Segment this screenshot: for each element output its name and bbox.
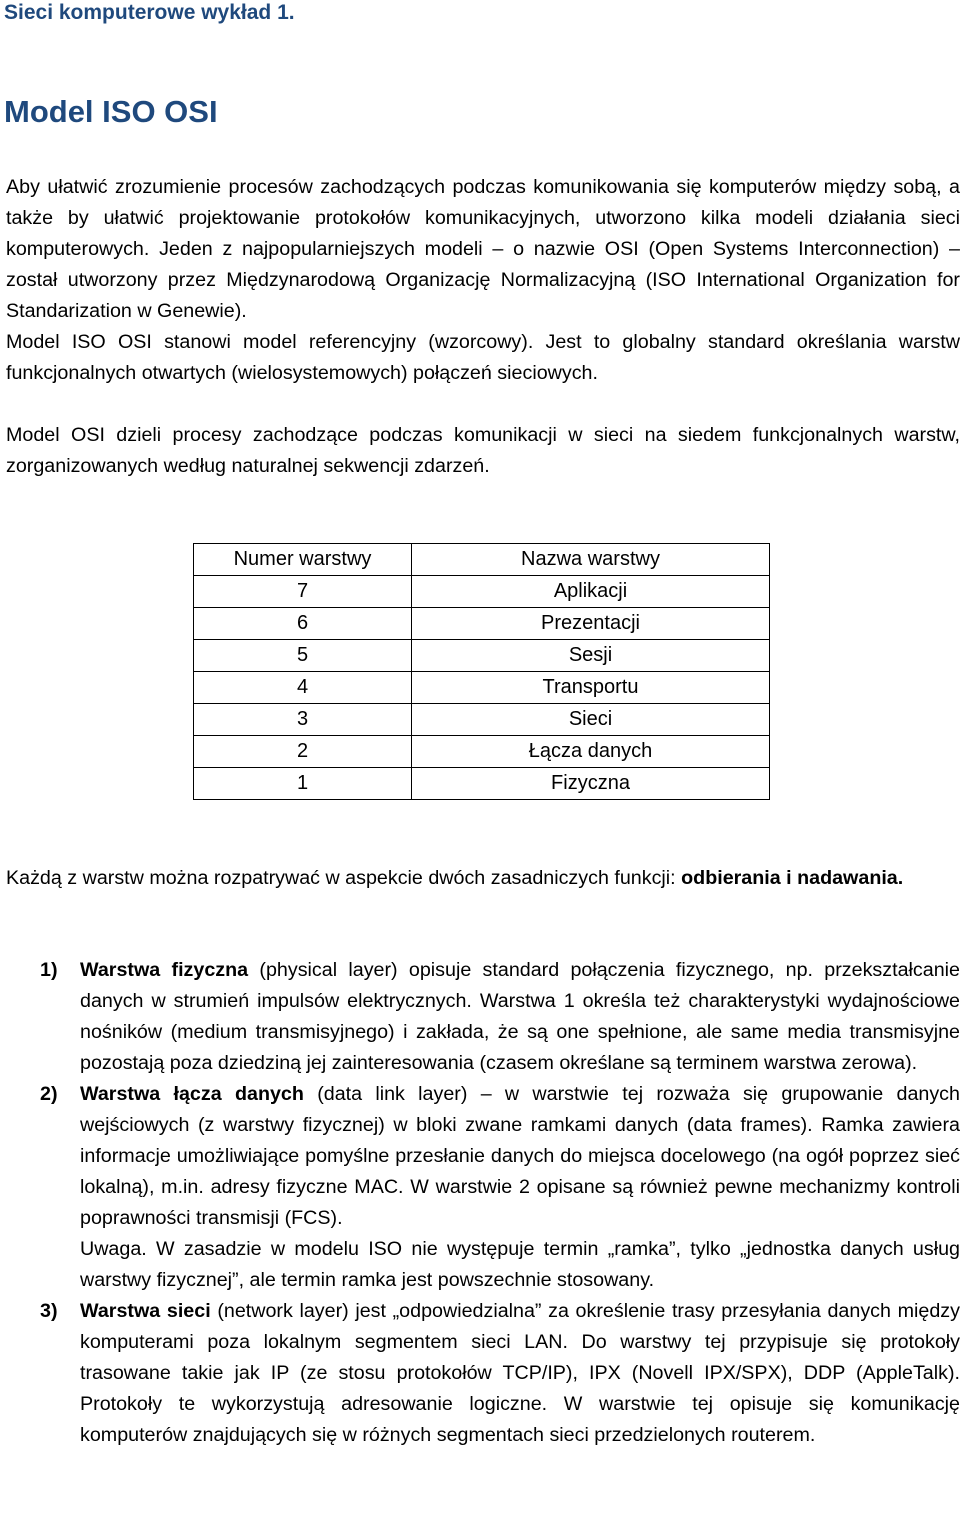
column-header-number: Numer warstwy (194, 544, 412, 576)
division-paragraph: Model OSI dzieli procesy zachodzące podczas komunikacji w sieci na siedem funkcjonalnych warstw, zorganizowanych według naturalnej sekwencji zdarzeń. (6, 424, 960, 477)
layer-number: 4 (194, 672, 412, 704)
osi-layers-table (193, 543, 770, 800)
list-number: 2) (40, 1083, 58, 1105)
column-header-name: Nazwa warstwy (412, 544, 770, 576)
functions-text: Każdą z warstw można rozpatrywać w aspekcie dwóch zasadniczych funkcji: (6, 867, 676, 889)
layer-number: 6 (194, 608, 412, 640)
layer-number: 5 (194, 640, 412, 672)
layer-text: (network layer) jest „odpowiedzialna” za określenie trasy przesyłania danych między komputerami poza lokalnym segmentem sieci LAN. Do warstwy tej przypisuje się protokoły trasowane takie jak IP (ze stosu protokołów TCP/IP), IPX (Novell IPX/SPX), DDP (AppleTalk). Protokoły te wykorzystują adresowanie logiczne. W warstwie tej opisuje się komunikację komputerów znajdujących się w różnych segmentach sieci przedzielonych routerem. (80, 1300, 960, 1446)
list-item (40, 1079, 960, 1296)
layer-name: Aplikacji (412, 576, 770, 608)
page-title: Model ISO OSI (4, 94, 218, 129)
layer-descriptions-list (40, 955, 960, 1451)
layer-text: (physical layer) opisuje standard połączenia fizycznego, np. przekształcanie danych w strumień impulsów elektrycznych. Warstwa 1 określa też charakterystyki wydajnościowe nośników (medium transmisyjnego) i zakłada, że są one spełnione, ale same media transmisyjne pozostają poza dziedziną jej zainteresowania (czasem określane są terminem warstwa zerowa). (80, 959, 960, 1074)
layer-name: Prezentacji (412, 608, 770, 640)
layer-name: Fizyczna (412, 768, 770, 800)
intro-text-b: Model ISO OSI stanowi model referencyjny (wzorcowy). Jest to globalny standard określania warstw funkcjonalnych otwartych (wielosystemowych) połączeń sieciowych. (6, 331, 960, 384)
layer-number: 1 (194, 768, 412, 800)
table-row (194, 704, 770, 736)
table-row (194, 736, 770, 768)
table-row (194, 768, 770, 800)
layer-name: Łącza danych (412, 736, 770, 768)
document-header: Sieci komputerowe wykład 1. (4, 1, 295, 24)
layer-title: Warstwa łącza danych (80, 1083, 304, 1105)
layer-number: 3 (194, 704, 412, 736)
list-item (40, 1296, 960, 1451)
intro-paragraph (6, 172, 960, 389)
layer-number: 7 (194, 576, 412, 608)
layer-name: Sesji (412, 640, 770, 672)
layer-name: Sieci (412, 704, 770, 736)
table-row (194, 576, 770, 608)
layer-name: Transportu (412, 672, 770, 704)
functions-paragraph (6, 863, 960, 894)
layer-title: Warstwa sieci (80, 1300, 211, 1322)
intro-text-a: Aby ułatwić zrozumienie procesów zachodzących podczas komunikowania się komputerów między sobą, a także by ułatwić projektowanie protokołów komunikacyjnych, utworzono kilka modeli działania sieci komputerowych. Jeden z najpopularniejszych modeli – o nazwie OSI (Open Systems Interconnection) – został utworzony przez Międzynarodową Organizację Normalizacyjną (ISO International Organization for Standarization w Genewie). (6, 176, 960, 322)
list-item (40, 955, 960, 1079)
functions-bold: odbierania i nadawania (681, 867, 898, 889)
table-header-row (194, 544, 770, 576)
list-number: 1) (40, 959, 58, 981)
layer-number: 2 (194, 736, 412, 768)
table-row (194, 672, 770, 704)
layer-title: Warstwa fizyczna (80, 959, 249, 981)
layer-note: Uwaga. W zasadzie w modelu ISO nie występuje termin „ramka”, tylko „jednostka danych usług warstwy fizycznej”, ale termin ramka jest powszechnie stosowany. (80, 1238, 960, 1291)
list-number: 3) (40, 1300, 58, 1322)
layer-text: (data link layer) – w warstwie tej rozważa się grupowanie danych wejściowych (z warstwy fizycznej) w bloki zwane ramkami danych (data frames). Ramka zawiera informacje umożliwiające pomyślne przesłanie danych do miejsca docelowego (na ogół poprzez sieć lokalną), m.in. adresy fizyczne MAC. W warstwie 2 opisane są również pewne mechanizmy kontroli poprawności transmisji (FCS). (80, 1083, 960, 1229)
functions-end: . (897, 867, 904, 889)
table-row (194, 640, 770, 672)
table-row (194, 608, 770, 640)
